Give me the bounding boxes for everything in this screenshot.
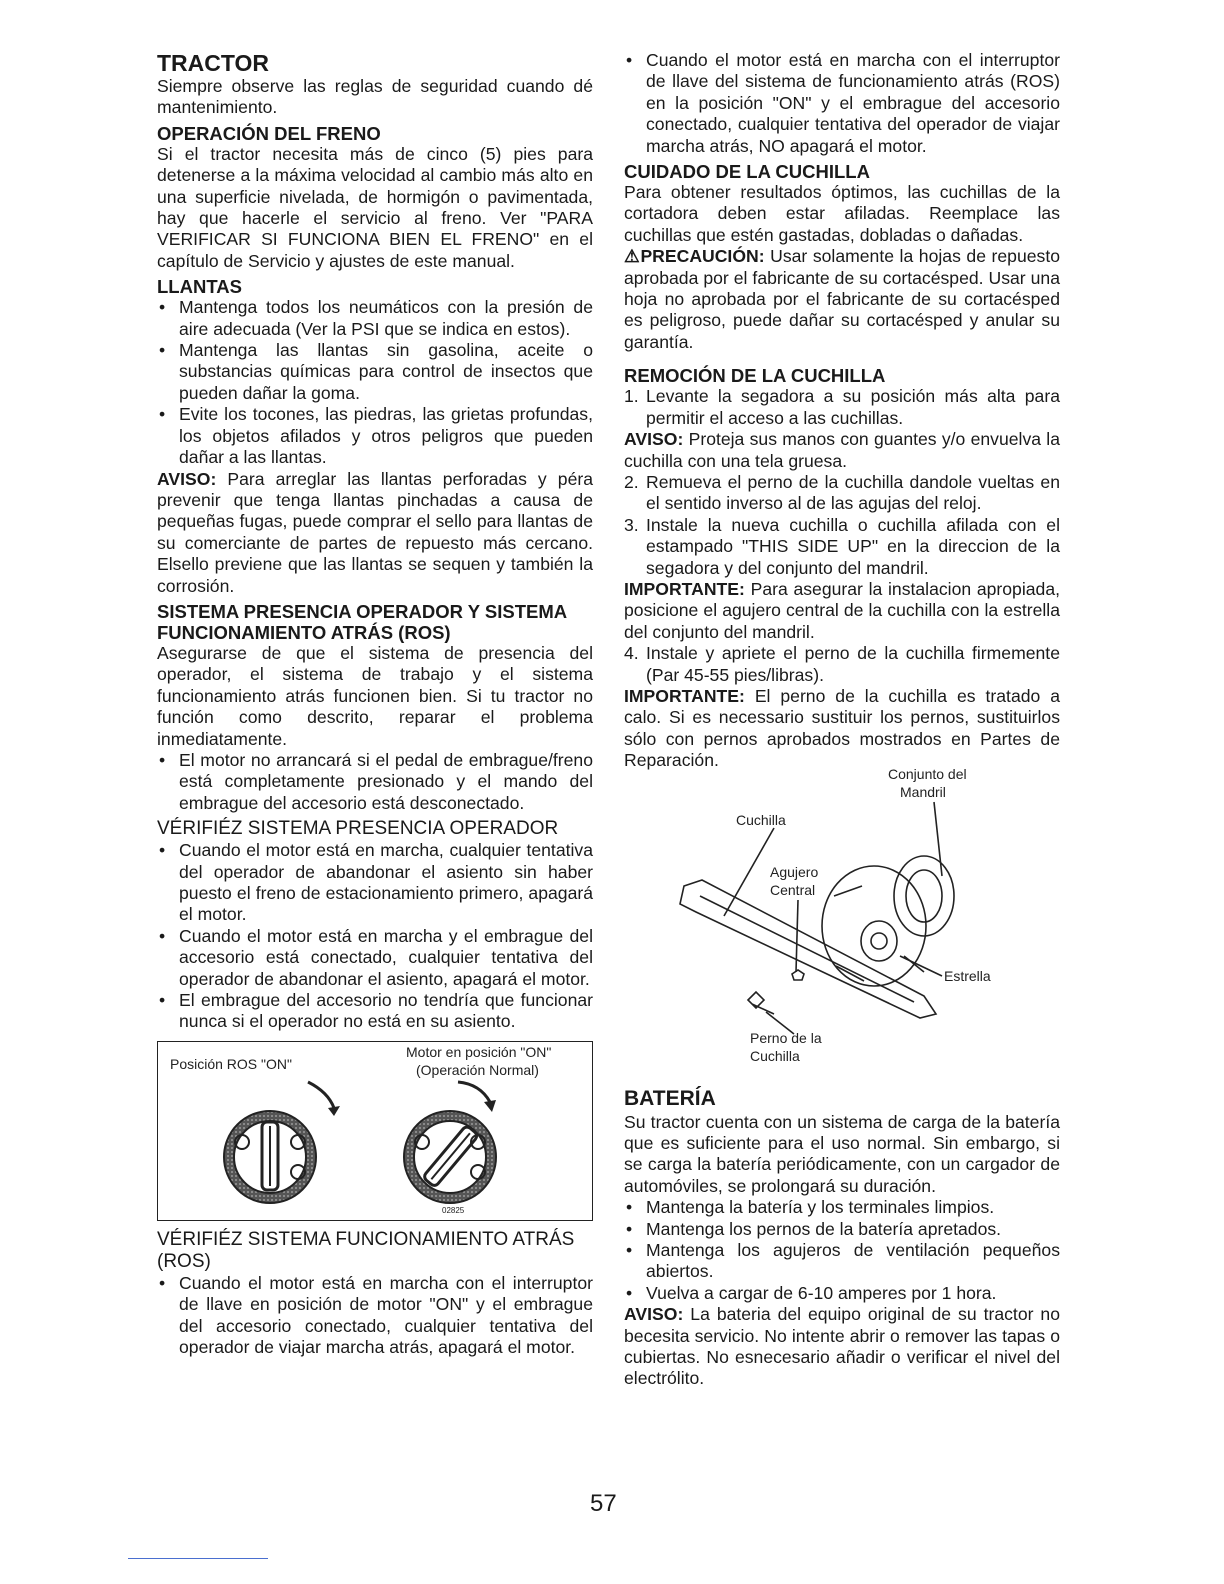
blade-removal-important: [624, 579, 1060, 643]
step-text: Remueva el perno de la cuchilla dandole vueltas en el sentido inverso al de las agujas del reloj.: [646, 471, 1060, 514]
list-item: • Cuando el motor está en marcha con el interruptor de llave del sistema de funcionamiento atrás (ROS) en la posición "ON" y el embrague del accesorio conectado, cualquier tentativa del operador de viajar marcha atrás, NO apagará el motor.: [646, 50, 1060, 157]
tractor-text: Siempre observe las reglas de seguridad cuando dé mantenimiento.: [157, 76, 593, 118]
list-item: • Mantenga todos los neumáticos con la presión de aire adecuada (Ver la PSI que se indica en estos).: [179, 297, 593, 340]
hole-caption-1: Agujero: [770, 863, 819, 880]
step-number: 3.: [624, 514, 639, 535]
step-number: 2.: [624, 471, 639, 492]
brake-text: Si el tractor necesita más de cinco (5) pies para detenerse a la máxima velocidad al cambio más alto en una superficie nivelada, de hormigón o pavimentada, hay que hacerle el servicio al freno. Ver "PARA VERIFICAR SI FUNCIONA BIEN EL FRENO" en el capítulo de Servicio y ajustes de este manual.: [157, 143, 593, 271]
notice-label: AVISO:: [624, 429, 684, 450]
heading-line: VÉRIFIÉZ SISTEMA FUNCIONAMIENTO ATRÁS: [157, 1228, 575, 1250]
list-item: • Mantenga la batería y los terminales limpios.: [646, 1197, 1060, 1218]
list-item: [624, 386, 1060, 429]
notice-text: Proteja sus manos con guantes y/o envuelva la cuchilla con una tela gruesa.: [624, 429, 1060, 471]
brake-heading: OPERACIÓN DEL FRENO: [157, 122, 381, 144]
ros-continued-list: [624, 50, 1060, 157]
blade-care-heading: CUIDADO DE LA CUCHILLA: [624, 161, 870, 183]
blade-removal-steps-a: [624, 386, 1060, 429]
blade-removal-important-2: [624, 686, 1060, 772]
tractor-heading: TRACTOR: [157, 50, 270, 76]
verify-ros-heading: [157, 1229, 593, 1273]
right-column: [624, 50, 1060, 1390]
star-caption: Estrella: [944, 967, 991, 984]
bolt-caption-1: Perno de la: [750, 1029, 822, 1046]
notice-text: Para arreglar las llantas perforadas y péra prevenir que tenga llantas pinchadas a causa de pequeñas fugas, puede comprar el sello para llantas de su comerciante de partes de repuesto más cercano. Elsello previene que las llantas se sequen y también la corrosión.: [157, 468, 593, 596]
caution-text: Usar solamente la hojas de repuesto aprobada por el fabricante de su cortacésped. Usar una hoja no aprobada por el fabricante de su cortacésped es peligroso, puede dañar su cortacésped y anular su garantía.: [624, 246, 1060, 352]
warning-triangle-icon: ⚠: [624, 246, 641, 267]
mandrel-caption-2: Mandril: [900, 783, 946, 800]
important-text: El perno de la cuchilla es tratado a calo. Si es necessario sustituir los pernos, sustituirlos sólo con pernos aprobados mostrados en Partes de Reparación.: [624, 685, 1061, 771]
list-item: • El embrague del accesorio no tendría que funcionar nunca si el operador no está en su asiento.: [179, 990, 593, 1033]
blade-caption: Cuchilla: [736, 811, 786, 828]
blade-assembly-illustration: [624, 776, 1060, 1076]
battery-notice: [624, 1304, 1060, 1390]
list-item: • Cuando el motor está en marcha, cualquier tentativa del operador de abandonar el asiento sin haber puesto el freno de estacionamiento primero, apagará el motor.: [179, 840, 593, 926]
motor-on-switch-icon: [404, 1082, 496, 1203]
step-number: 1.: [624, 386, 639, 407]
bottom-rule: [128, 1558, 268, 1559]
list-item: • Mantenga los agujeros de ventilación pequeños abiertos.: [646, 1240, 1060, 1283]
verify-ros-list: [157, 1273, 593, 1359]
page-number: 57: [590, 1490, 617, 1517]
motor-on-caption-2: (Operación Normal): [416, 1061, 539, 1078]
figure-code: 02825: [442, 1205, 465, 1215]
ros-switch-icon: [224, 1082, 340, 1203]
bolt-caption-2: Cuchilla: [750, 1047, 800, 1064]
ros-on-caption: Posición ROS "ON": [170, 1055, 292, 1072]
tires-list: [157, 297, 593, 468]
ros-system-text: Asegurarse de que el sistema de presencia del operador, el sistema de trabajo y el sistema funcionamiento atrás funcionen bien. Si tu tractor no función como descrito, reparar el problema inmediatamente.: [157, 642, 593, 749]
mandrel-caption-1: Conjunto del: [888, 765, 967, 782]
battery-heading: BATERÍA: [624, 1086, 716, 1110]
caution-label: PRECAUCIÓN:: [640, 246, 765, 267]
important-text: Para asegurar la instalacion apropiada, posicione el agujero central de la cuchilla con la estrella del conjunto del mandril.: [624, 578, 1060, 642]
list-item: • Mantenga los pernos de la batería apretados.: [646, 1219, 1060, 1240]
step-text: Instale y apriete el perno de la cuchilla firmemente (Par 45-55 pies/libras).: [646, 643, 1060, 685]
list-item: [624, 643, 1060, 686]
list-item: • Vuelva a cargar de 6-10 amperes por 1 hora.: [646, 1283, 1060, 1304]
ros-system-heading: [157, 601, 593, 643]
list-item: [624, 471, 1060, 515]
blade-care-text: Para obtener resultados óptimos, las cuchillas de la cortadora deben estar afiladas. Reemplace las cuchillas que estén gastadas, dobladas o dañadas.: [624, 182, 1060, 245]
ros-key-figure: [157, 1041, 593, 1221]
battery-text: Su tractor cuenta con un sistema de carga de la batería que es suficiente para el uso normal. Sin embargo, si se carga la batería periódicamente, con un cargador de automóviles, se prolongará su duración.: [624, 1111, 1060, 1196]
list-item: • Evite los tocones, las piedras, las grietas profundas, los objetos afilados y otros peligros que pueden dañar a las llantas.: [179, 404, 593, 468]
list-item: • Cuando el motor está en marcha con el interruptor de llave en posición de motor "ON" y el embrague del accesorio conectado, cualquier tentativa del operador de viajar marcha atrás, apagará el motor.: [179, 1273, 593, 1359]
hole-caption-2: Central: [770, 881, 816, 898]
verify-presence-list: [157, 840, 593, 1033]
left-column: [157, 50, 593, 1358]
key-switch-illustration: [158, 1042, 594, 1218]
blade-removal-steps-c: [624, 643, 1060, 686]
notice-label: AVISO:: [624, 1304, 684, 1325]
blade-figure: [624, 765, 1060, 1076]
list-item: • Cuando el motor está en marcha y el embrague del accesorio está conectado, cualquier tentativa del operador de abandonar el asiento, apagará el motor.: [179, 926, 593, 990]
verify-presence-heading: VÉRIFIÉZ SISTEMA PRESENCIA OPERADOR: [157, 818, 559, 840]
step-text: Instale la nueva cuchilla o cuchilla afilada con el estampado "THIS SIDE UP" en la direccion de la segadora y del conjunto del mandril.: [646, 514, 1060, 578]
notice-text: La bateria del equipo original de su tractor no becesita servicio. No intente abrir o remover las tapas o cubiertas. No esnecesario añadir o verificar el nivel del electrólito.: [624, 1304, 1060, 1389]
blade-removal-steps-b: [624, 472, 1060, 579]
tires-heading: LLANTAS: [157, 276, 242, 298]
list-item: • El motor no arrancará si el pedal de embrague/freno está completamente presionado y el mando del embrague del accesorio está desconectado.: [179, 750, 593, 814]
notice-label: AVISO:: [157, 468, 217, 489]
step-number: 4.: [624, 643, 639, 664]
step-text: Levante la segadora a su posición más alta para permitir el acceso a las cuchillas.: [646, 386, 1060, 428]
heading-line: SISTEMA PRESENCIA OPERADOR Y SISTEMA: [157, 600, 568, 622]
battery-list: [624, 1197, 1060, 1304]
important-label: IMPORTANTE:: [624, 685, 745, 706]
heading-line: (ROS): [157, 1250, 211, 1272]
blade-caution: [624, 246, 1060, 353]
tires-notice: [157, 469, 593, 597]
motor-on-caption-1: Motor en posición "ON": [406, 1043, 552, 1060]
list-item: [624, 514, 1060, 579]
list-item: • Mantenga las llantas sin gasolina, aceite o substancias químicas para control de insectos que pueden dañar la goma.: [179, 340, 593, 404]
blade-removal-notice: [624, 429, 1060, 472]
ros-system-list: [157, 750, 593, 814]
important-label: IMPORTANTE:: [624, 578, 745, 599]
heading-line: FUNCIONAMIENTO ATRÁS (ROS): [157, 621, 451, 643]
blade-removal-heading: REMOCIÓN DE LA CUCHILLA: [624, 365, 886, 387]
